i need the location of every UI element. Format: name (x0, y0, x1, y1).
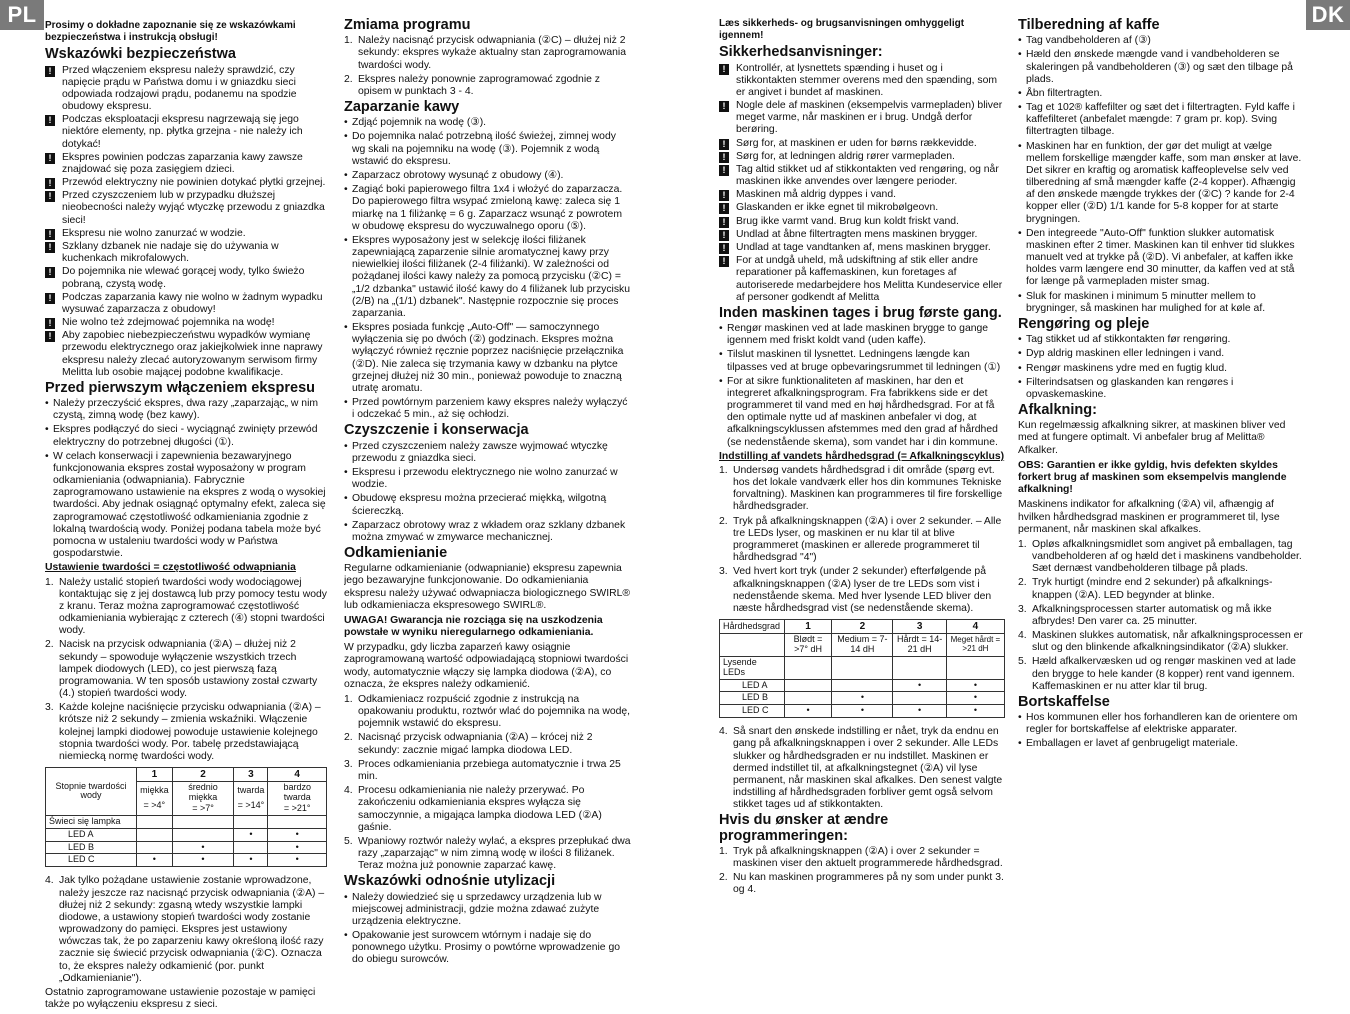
warning-icon: ! (45, 331, 55, 342)
dk-safety-title: Sikkerhedsanvisninger: (719, 44, 883, 61)
table-cell: twarda = >14° (234, 782, 268, 816)
list-item: 3. Afkalkningsprocessen starter automatisk og må ikke afbrydes! Den varer ca. 25 minutter. (1018, 603, 1272, 627)
pl-descale-warning: UWAGA! Gwarancja nie rozciąga się na uszkodzenia powstałe w wyniku nieregularnego odkamieniania. (344, 614, 603, 639)
pl-safety-item: ! Aby zapobiec niebezpieczeństwu wypadków wymianę przewodu elektrycznego oraz jakiejkolwiek inne naprawy ekspresu należy zlecać autoryzowanym serwisom firmy Melitta lub osobie mającej podobne kwalifikacje. (45, 330, 327, 379)
table-header-cell: 4 (268, 768, 327, 782)
warning-icon: ! (719, 217, 729, 228)
list-item: 1. Opløs afkalkningsmidlet som angivet på emballagen, tag vandbeholderen af og hæld det i maskinens vandbeholder. Sæt dernæst vandbeholderen tilbage på plads. (1018, 538, 1302, 575)
dk-descale-intro: Kun regelmæssig afkalkning sikrer, at maskinen bliver ved med at fungere optimalt. Vi anbefaler brug af Melitta® Afkalker. (1018, 420, 1286, 456)
pl-column-2 (344, 16, 632, 969)
list-item: 5. Hæld afkalkervæsken ud og rengør maskinen ved at lade den brygge to hele kander (8 kopper) rent vand igennem. Kaffemaskinen er nu atter klar til brug. (1018, 656, 1296, 692)
list-item: • Hæld den ønskede mængde vand i vandbeholderen se skaleringen på vandbeholderen (③) og sæt den tilbage på plads. (1018, 49, 1306, 86)
warning-icon: ! (45, 242, 55, 253)
dk-reprogram-title: Hvis du ønsker at ændre programmeringen: (719, 812, 889, 844)
warning-icon: ! (45, 115, 55, 126)
warning-icon: ! (45, 191, 55, 202)
pl-safety-item: ! Przewód elektryczny nie powinien dotykać płytki grzejnej. (45, 177, 327, 189)
pl-hardness-title: Ustawienie twardości = częstotliwość odwapniania (45, 562, 296, 574)
pl-brew-title: Zaparzanie kawy (344, 99, 460, 116)
list-item: • Filterindsatsen og glaskanden kan rengøres i opvaskemaskine. (1018, 377, 1306, 401)
list-item: • Zdjąć pojemnik na wodę (③). (344, 117, 632, 129)
list-item: • For at sikre funktionaliteten af maskinen, har den et integreret afkalkningsprogram. Fra fabrikkens side er det programmeret til vand med en høj hårdhedsgrad. For at få den optimale nytte ud af maskinen anbefaler vi dog, at afkalkningscyklussen afstemmes med den grad af hårdhed (se nedenstående skema), som vandet har i din kommune. (719, 376, 1005, 449)
pl-first-use-list (45, 398, 327, 560)
list-item: 2. Nacisk na przycisk odwapniania (②A) – dłużej niż 2 sekundy – spowoduje wyłączenie wszystkich trzech lampek diodowych (LED), co jest pierwszą fazą programowania. W ten sposób ustawiony został czwarty (4.) stopień twardości wody. (45, 639, 318, 700)
warning-icon: ! (45, 229, 55, 240)
dk-hardness-title: Indstilling af vandets hårdhedsgrad (= Afkalkningscyklus) (719, 450, 1005, 462)
list-item: 4. Så snart den ønskede indstilling er nået, tryk da endnu en gang på afkalkningsknappen i over 2 sekunder. Alle LEDs slukker og hårdhedsgraden er nu indstillet. Maskinen er dermed indstillet til, at afkalkningstegnet (②A) vil lyse permanent, når maskinen skal afkalkes. Den senest valgte indstilling af hårdhedsgraden forbliver gemt også selvom stikket tages ud af stikkontakten. (719, 726, 1003, 811)
table-row: LED A • • (46, 828, 327, 841)
pl-safety-item: ! Przed czyszczeniem lub w przypadku dłuższej nieobecności należy wyjąć wtyczkę przewodu z gniazdka sieci! (45, 190, 327, 227)
pl-safety-item: ! Do pojemnika nie wlewać gorącej wody, tylko świeżo pobraną, czystą wodę. (45, 266, 327, 290)
list-item: • Do pojemnika nalać potrzebną ilość świeżej, zimnej wody wg skali na pojemniku na wodę (③). Pojemnik z wodą wstawić do ekspresu. (344, 131, 632, 168)
pl-disposal-list (344, 892, 632, 967)
list-item: • Maskinen har en funktion, der gør det muligt at vælge mellem forskellige mængder kaffe, som man ønsker at lave. Det sikrer en kraftig og aromatisk kaffeoplevelse selv ved tilberedning af små mængder kaffe (2-4 kopper). Afhængig af den ønskede mængde trykkes der (②C) ? kande for 2-4 kopper eller (②D) 1/1 kande for 5-8 kopper for at starte brygningen. (1018, 141, 1306, 226)
dk-intro: Læs sikkerheds- og brugsanvisningen omhyggeligt igennem! (719, 18, 965, 41)
dk-safety-item: ! Maskinen må aldrig dyppes i vand. (719, 189, 1005, 201)
pl-first-use-outro: Ostatnio zaprogramowane ustawienie pozostaje w pamięci także po wyłączeniu ekspresu z sieci. (45, 986, 316, 1011)
table-cell: Hårdt = 14-21 dH (893, 634, 947, 657)
pl-safety-item: ! Szklany dzbanek nie nadaje się do używania w kuchenkach mikrofalowych. (45, 241, 327, 265)
pl-descale-title: Odkamienianie (344, 545, 448, 562)
pl-reprogram-steps (344, 35, 632, 98)
pl-safety-list (45, 65, 327, 379)
dk-column-1 (719, 18, 1005, 899)
pl-descale-indicator: W przypadku, gdy liczba zaparzeń kawy osiągnie zaprogramowaną wartość odpowiadającą stopniowi twardości wody, automatycznie włączy się lampka diodowa (②A), co oznacza, że ekspres należy odkamienić. (344, 642, 629, 690)
table-cell: LED B (46, 841, 137, 854)
dk-column-2 (1018, 16, 1306, 753)
table-header-cell: 3 (234, 768, 268, 782)
list-item: • Tag et 102® kaffefilter og sæt det i filtertragten. Fyld kaffe i kaffefilteret (anbefalet mængde: 7 gram pr. kop). Sving filtertragten tilbage. (1018, 102, 1306, 139)
table-cell: LED C (720, 705, 785, 718)
list-item: 2. Nacisnąć przycisk odwapniania (②A) – krócej niż 2 sekundy: zacznie migać lampka diodowa LED. (344, 732, 593, 756)
list-item: 3. Każde kolejne naciśnięcie przycisku odwapniania (②A) – krótsze niż 2 sekundy – zmienia wskaźniki. Włączenie kolejnej lampki diodowej powoduje ustawienie kolejnego stopnia twardości wody. Por. tabelę przedstawiającą niemiecką normę twardości wody. (45, 702, 321, 762)
language-tab-dk: DK (1306, 0, 1350, 30)
dk-descale-title: Afkalkning: (1018, 402, 1097, 419)
pl-first-use-title: Przed pierwszym włączeniem ekspresu (45, 379, 315, 396)
dk-hardness-table (719, 619, 1005, 718)
pl-safety-item: ! Podczas zaparzania kawy nie wolno w żadnym wypadku wysuwać zaparzacza z obudowy! (45, 292, 327, 316)
table-row: LED B • • (46, 841, 327, 854)
list-item: • W celach konserwacji i zapewnienia bezawaryjnego funkcjonowania ekspres został wyposażony w program odkamieniania (odwapniania). Fabrycznie zaprogramowano ustawienie na ekspres z wodą o wysokiej twardości. Aby jednak osiągnąć optymalny efekt, zaleca się zaprogramować częstotliwość odkamieniania zgodnie z lokalną twardością wody. Poniżej podana tabela może być pomocna w ustaleniu twardości wody w Państwa gospodarstwie. (45, 451, 327, 561)
pl-descale-steps (344, 694, 632, 872)
list-item: • Rengør maskinens ydre med en fugtig klud. (1018, 363, 1306, 375)
list-item: • Rengør maskinen ved at lade maskinen brygge to gange igennem med friskt koldt vand (uden kaffe). (719, 323, 1005, 347)
dk-safety-item: ! Brug ikke varmt vand. Brug kun koldt friskt vand. (719, 216, 1005, 228)
table-row: LED B • • (720, 692, 1005, 705)
warning-icon: ! (719, 243, 729, 254)
list-item: 2. Nu kan maskinen programmeres på ny som under punkt 3. og 4. (719, 872, 1004, 896)
dk-disposal-list (1018, 712, 1306, 751)
table-cell: LED A (46, 828, 137, 841)
dk-descale-steps (1018, 539, 1306, 693)
list-item: • Zaparzacz obrotowy wraz z wkładem oraz szklany dzbanek można zmywać w zmywarce mechanicznej. (344, 520, 632, 544)
list-item: • Należy przeczyścić ekspres, dwa razy „zaparzając„ w nim czystą, zimną wodę (bez kawy). (45, 398, 327, 422)
dk-safety-item: ! Undlad at åbne filtertragten mens maskinen brygger. (719, 229, 1005, 241)
table-cell: bardzo twarda = >21° (268, 782, 327, 816)
dk-safety-item: ! Kontrollér, at lysnettets spænding i huset og i stikkontakten stemmer overens med den spænding, som er angivet i bundet af maskinen. (719, 63, 1005, 100)
table-header-cell: 2 (172, 768, 234, 782)
list-item: • Den integreede "Auto-Off" funktion slukker automatisk maskinen efter 2 timer. Maskinen kan til enhver tid slukkes manuelt ved at trykke på (②D). Vi anbefaler, at kaffen ikke holdes varm længere end 30 minutter, da kaffen ved at stå for længe på varmepladen mister smag. (1018, 228, 1306, 289)
table-header-cell: 3 (893, 620, 947, 634)
dk-descale-indicator: Maskinens indikator for afkalkning (②A) vil, afhængig af hvilken hårdhedsgrad maskinen er programmeret til, lyse permanent, når maskinen skal afkalkes. (1018, 499, 1280, 535)
pl-safety-title: Wskazówki bezpieczeństwa (45, 46, 236, 63)
warning-icon: ! (719, 165, 729, 176)
warning-icon: ! (45, 66, 55, 77)
dk-brew-list (1018, 35, 1306, 315)
list-item: • Ekspres wyposażony jest w selekcję ilości filiżanek zapewniającą zaparzenie silnie aromatycznej kawy przy niewielkiej ilości filiżanek (2-4 filiżanki). W zależności od pożądanej ilości kawy należy za pomocą przycisku (②C) = „1/2 dzbanka" ustawić ilość kawy do 4 filiżanek lub przycisku (2/B) na „(1/1) dzbanek". Następnie rozpocznie się proces zaparzania. (344, 235, 632, 320)
pl-safety-item: ! Przed włączeniem ekspresu należy sprawdzić, czy napięcie prądu w Państwa domu i w gniazdku sieci odpowiada rodzajowi prądu, podanemu na spodzie obudowy ekspresu. (45, 65, 327, 114)
table-row (720, 656, 1005, 679)
list-item: • Zaparzacz obrotowy wysunąć z obudowy (④). (344, 170, 632, 182)
pl-hardness-steps (45, 577, 327, 764)
table-cell: Blødt = >7° dH (784, 634, 832, 657)
dk-first-use-title: Inden maskinen tages i brug første gang. (719, 304, 1002, 321)
table-cell: LED A (720, 679, 785, 692)
dk-safety-item: ! Sørg for, at ledningen aldrig rører varmepladen. (719, 151, 1005, 163)
warning-icon: ! (719, 139, 729, 150)
dk-safety-item: ! Glaskanden er ikke egnet til mikrobølgeovn. (719, 202, 1005, 214)
table-cell: Medium = 7-14 dH (832, 634, 893, 657)
dk-safety-item: ! For at undgå uheld, må udskiftning af stik eller andre reparationer på kaffemaskinen, kun foretages af autoriserede medarbejdere hos Melitta Kundeservice eller af personer godkendt af Melitta (719, 255, 1005, 304)
table-header-cell: 1 (137, 768, 173, 782)
list-item: • Przed powtórnym parzeniem kawy ekspres należy wyłączyć i odczekać 5 min., aż się ochłodzi. (344, 397, 632, 421)
pl-intro: Prosimy o dokładne zapoznanie się ze wskazówkami bezpieczeństwa i instrukcją obsługi! (45, 20, 296, 43)
list-item: 1. Tryk på afkalkningsknappen (②A) i over 2 sekunder = maskinen viser den aktuelt programmerede hårdhedsgrad. (719, 845, 1003, 870)
dk-hardness-steps (719, 465, 1005, 615)
table-cell: Lysende LEDs (720, 656, 785, 679)
table-cell: Świeci się lampka (46, 815, 137, 828)
list-item: • Przed czyszczeniem należy zawsze wyjmować wtyczkę przewodu z gniazdka sieci. (344, 441, 632, 465)
pl-safety-item: ! Podczas eksploatacji ekspresu nagrzewają się jego niektóre elementy, np. płytka grzejna - nie należy ich dotykać! (45, 114, 327, 151)
list-item: • Tag stikket ud af stikkontakten før rengøring. (1018, 334, 1306, 346)
dk-first-use-list (719, 323, 1005, 449)
list-item: • Należy dowiedzieć się u sprzedawcy urządzenia lub w miejscowej administracji, gdzie można zdawać zużyte urządzenia elektryczne. (344, 892, 632, 929)
pl-reprogram-title: Zmiama programu (344, 17, 471, 33)
dk-safety-item: ! Tag altid stikket ud af stikkontakten ved rengøring, og når maskinen ikke anvendes over længere perioder. (719, 164, 1005, 188)
table-cell: LED B (720, 692, 785, 705)
table-row: LED C • • • • (720, 705, 1005, 718)
pl-descale-intro: Regularne odkamienianie (odwapnianie) ekspresu zapewnia jego bezawaryjne funkcjonowanie. Do odkamieniania ekspresu należy używać odwapniacza biologicznego SWIRL® lub odkamieniacza ekspresowego SWIRL®. (344, 563, 631, 611)
pl-hardness-steps-cont (45, 875, 327, 985)
warning-icon: ! (45, 267, 55, 278)
list-item: 1. Odkamieniacz rozpuścić zgodnie z instrukcją na opakowaniu produktu, roztwór wlać do pojemnika na wodę, pojemnik wstawić do ekspresu. (344, 693, 631, 730)
dk-safety-item: ! Nogle dele af maskinen (eksempelvis varmepladen) bliver meget varme, når maskinen er i brug. Undgå derfor berøring. (719, 100, 1005, 137)
warning-icon: ! (45, 293, 55, 304)
pl-clean-list (344, 441, 632, 544)
table-header-cell: 4 (946, 620, 1004, 634)
list-item: 2. Tryk hurtigt (mindre end 2 sekunder) på afkalknings-knappen (②A). LED begynder at blinke. (1018, 577, 1273, 601)
pl-brew-list (344, 117, 632, 421)
list-item: 5. Wpaniowy roztwór należy wylać, a ekspres przepłukać dwa razy „zaparzając" w nim zimną wodę w ilości 8 filiżanek. Teraz można już ponownie zaparzać kawę. (344, 835, 631, 872)
pl-safety-item: ! Ekspresu nie wolno zanurzać w wodzie. (45, 228, 327, 240)
warning-icon: ! (719, 203, 729, 214)
dk-brew-title: Tilberedning af kaffe (1018, 17, 1160, 33)
dk-safety-item: ! Undlad at tage vandtanken af, mens maskinen brygger. (719, 242, 1005, 254)
list-item: • Hos kommunen eller hos forhandleren kan de orientere om regler for bortskaffelse af elektriske apparater. (1018, 712, 1306, 736)
list-item: • Tag vandbeholderen af (③) (1018, 35, 1306, 47)
list-item: • Ekspresu i przewodu elektrycznego nie wolno zanurzać w wodzie. (344, 467, 632, 491)
warning-icon: ! (45, 318, 55, 329)
warning-icon: ! (719, 190, 729, 201)
list-item: • Sluk for maskinen i minimum 5 minutter mellem to brygninger, så maskinen har mulighed for at køle af. (1018, 291, 1306, 315)
list-item: • Tilslut maskinen til lysnettet. Ledningens længde kan tilpasses ved at bruge opbevaringsrummet til ledningen (①) (719, 349, 1005, 373)
pl-clean-title: Czyszczenie i konserwacja (344, 422, 529, 439)
list-item: 4. Maskinen slukkes automatisk, når afkalkningsprocessen er slut og den blinkende afkalkningsindikator (②A) slukker. (1018, 630, 1303, 654)
dk-safety-list (719, 63, 1005, 304)
warning-icon: ! (45, 153, 55, 164)
pl-safety-item: ! Nie wolno też zdejmować pojemnika na wodę! (45, 317, 327, 329)
list-item: • Åbn filtertragten. (1018, 88, 1306, 100)
language-tab-pl: PL (0, 0, 44, 30)
list-item: 2. Ekspres należy ponownie zaprogramować zgodnie z opisem w punktach 3 - 4. (344, 73, 601, 97)
list-item: • Opakowanie jest surowcem wtórnym i nadaje się do ponownego użytku. Prosimy o powtórne wprowadzenie go do obiegu surowców. (344, 930, 632, 967)
list-item: 3. Ved hvert kort tryk (under 2 sekunder) efterfølgende på afkalkningsknappen (②A) lyser de tre LEDs som vist i nedenstående skema. Med hver lysende LED bliver den næste hårdhedsgrad vist (se nedenstående skema). (719, 566, 992, 614)
table-row: LED A • • (720, 679, 1005, 692)
pl-hardness-table (45, 767, 327, 867)
dk-clean-list (1018, 334, 1306, 401)
dk-descale-warning: OBS: Garantien er ikke gyldig, hvis defekten skyldes forkert brug af maskinen som eksempelvis manglende afkalkning! (1018, 459, 1287, 496)
list-item: 4. Jak tylko pożądane ustawienie zostanie wprowadzone, należy jeszcze raz nacisnąć przycisk odwapniania (②A) – dłużej niż 2 sekundy: zgasną wtedy wszystkie lampki diodowe, a ustawiony stopień twardości wody zostanie wprowadzony do pamięci. Ekspres jest ustawiony wówczas tak, że po zaparzeniu kawy określoną ilość razy zacznie się świecić przycisk odwapniania (②C). Oznacza to, że ekspres należy odkamienić (por. punkt „Odkamienianie"). (45, 875, 325, 984)
table-row (46, 815, 327, 828)
table-header-cell: 1 (784, 620, 832, 634)
table-row: LED C • • • • (46, 854, 327, 867)
table-header-cell: Hårdhedsgrad (720, 620, 785, 634)
dk-disposal-title: Bortskaffelse (1018, 693, 1110, 710)
table-cell: średnio miękka = >7° (172, 782, 234, 816)
list-item: 1. Należy ustalić stopień twardości wody wodociągowej kontaktując się z jej dostawcą lub przy pomocy testu wody z kranu. Teraz można zaprogramować częstotliwość odkamieniania wybierając z czterech (④) stopni twardości wody. (45, 576, 327, 637)
table-header-cell: Stopnie twardości wody (46, 768, 137, 816)
warning-icon: ! (719, 230, 729, 241)
pl-safety-item: ! Ekspres powinien podczas zaparzania kawy zawsze znajdować się poza zasięgiem dzieci. (45, 152, 327, 176)
pl-disposal-title: Wskazówki odnośnie utylizacji (344, 873, 556, 890)
list-item: 4. Procesu odkamieniania nie należy przerywać. Po zakończeniu odkamieniania ekspres wyłącza się samoczynnie, a migająca lampka diodowa LED (②A) gaśnie. (344, 785, 602, 833)
table-cell: LED C (46, 854, 137, 867)
warning-icon: ! (719, 152, 729, 163)
list-item: • Emballagen er lavet af genbrugeligt materiale. (1018, 738, 1306, 750)
list-item: • Zagiąć boki papierowego filtra 1x4 i włożyć do zaparzacza. Do papierowego filtra wsypać zmieloną kawę: zaleca się 1 miarkę na 1 filiżankę = 6 g. Zaparzacz wsunąć z powrotem w obudowę ekspresu do wyczuwalnego oporu (⑤). (344, 184, 632, 233)
warning-icon: ! (719, 256, 729, 267)
table-cell: miękka = >4° (137, 782, 173, 816)
dk-hardness-steps-cont (719, 726, 1005, 811)
list-item: 1. Należy nacisnąć przycisk odwapniania (②C) – dłużej niż 2 sekundy: ekspres wykaże aktualny stan zaprogramowania twardości wody. (344, 35, 626, 71)
list-item: • Obudowę ekspresu można przecierać miękką, wilgotną ściereczką. (344, 493, 632, 517)
list-item: 2. Tryk på afkalkningsknappen (②A) i over 2 sekunder. – Alle tre LEDs lyser, og maskinen er nu klar til at blive programmeret (maskinen er allerede programmeret til hårdhedsgrad "4") (719, 515, 1002, 564)
list-item: • Dyp aldrig maskinen eller ledningen i vand. (1018, 348, 1306, 360)
warning-icon: ! (45, 178, 55, 189)
list-item: • Ekspres posiada funkcję „Auto-Off" — samoczynnego wyłączenia się po dwóch (②) godzinach. Ekspres można wyłączyć również ręcznie poprzez naciśnięcie przełącznika (②D). Nie zaleca się trzymania kawy w dzbanku na płytce grzejnej dłużej niż 30 min., ponieważ powoduje to znaczną utratę aromatu. (344, 322, 632, 395)
list-item: • Ekspres podłączyć do sieci - wyciągnąć zwinięty przewód elektryczny do potrzebnej długości (①). (45, 424, 327, 448)
table-cell: Meget hårdt = >21 dH (946, 634, 1004, 657)
list-item: 1. Undersøg vandets hårdhedsgrad i dit område (spørg evt. hos det lokale vandværk eller hos din kommunes Tekniske forvaltning). Maskinen kan programmeres til fire forskellige hårdhedsgrader. (719, 464, 1003, 513)
table-header-cell: 2 (832, 620, 893, 634)
dk-safety-item: ! Sørg for, at maskinen er uden for børns rækkevidde. (719, 138, 1005, 150)
dk-reprogram-steps (719, 846, 1005, 897)
pl-column-1 (45, 20, 327, 1014)
warning-icon: ! (719, 101, 729, 112)
dk-clean-title: Rengøring og pleje (1018, 316, 1150, 332)
warning-icon: ! (719, 64, 729, 75)
list-item: 3. Proces odkamieniania przebiega automatycznie i trwa 25 min. (344, 758, 621, 782)
